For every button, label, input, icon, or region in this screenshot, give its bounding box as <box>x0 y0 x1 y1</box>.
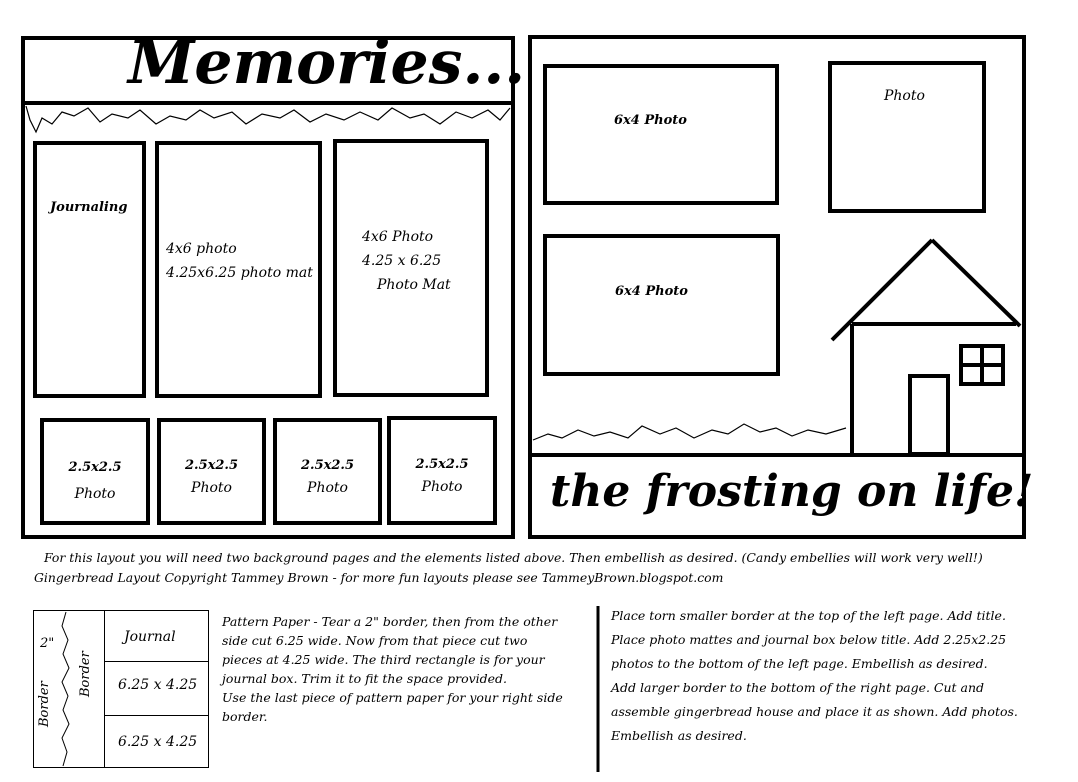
pattern-note-6: border. <box>222 709 268 724</box>
photo-piece-1-label: 6.25 x 4.25 <box>118 677 198 693</box>
photo-piece-2-label: 6.25 x 4.25 <box>118 734 198 750</box>
photo-mat-b-line2: 4.25 x 6.25 <box>362 253 442 269</box>
photo-mat-a-line1: 4x6 photo <box>166 241 237 257</box>
assembly-note-3: photos to the bottom of the left page. Embellish as desired. <box>611 656 988 671</box>
photo-mat-b-line1: 4x6 Photo <box>362 229 434 245</box>
small-photo-2-size: 2.5x2.5 <box>185 458 238 473</box>
assembly-note-6: Embellish as desired. <box>611 728 747 743</box>
gingerbread-house-icon <box>832 240 1020 456</box>
torn-border-bottom <box>533 424 846 440</box>
cut-diagram-hline-2 <box>104 715 209 716</box>
instructions-line-1: For this layout you will need two background pages and the elements listed above. Then embellish as desired. (Candy embellies will work very well!) <box>44 550 983 565</box>
landscape-photo-1-label: 6x4 Photo <box>614 113 687 128</box>
photo-mat-b-line3: Photo Mat <box>377 277 451 293</box>
pattern-note-1: Pattern Paper - Tear a 2" border, then from the other <box>222 614 558 629</box>
small-photo-1-label: Photo <box>74 486 116 502</box>
left-page-title: Memories... <box>128 28 526 98</box>
border-width-label: 2" <box>40 636 55 651</box>
pattern-note-5: Use the last piece of pattern paper for your right side <box>222 690 563 705</box>
instructions-line-2: Gingerbread Layout Copyright Tammey Brown - for more fun layouts please see TammeyBrown.blogspot.com <box>34 570 724 585</box>
torn-border-top <box>26 106 510 132</box>
small-photo-2-label: Photo <box>191 480 232 496</box>
cut-diagram-divider <box>104 610 105 768</box>
border-right-label: Border <box>78 651 93 697</box>
assembly-note-2: Place photo mattes and journal box below title. Add 2.25x2.25 <box>611 632 1007 647</box>
small-photo-4-label: Photo <box>421 479 463 495</box>
assembly-note-1: Place torn smaller border at the top of the left page. Add title. <box>611 608 1006 623</box>
square-photo-label: Photo <box>884 88 925 104</box>
border-left-label: Border <box>37 681 52 727</box>
assembly-note-4: Add larger border to the bottom of the right page. Cut and <box>611 680 985 695</box>
assembly-note-5: assemble gingerbread house and place it as shown. Add photos. <box>611 704 1018 719</box>
pattern-note-2: side cut 6.25 wide. Now from that piece cut two <box>222 633 528 648</box>
photo-mat-a-line2: 4.25x6.25 photo mat <box>166 265 313 281</box>
cut-diagram-hline-1 <box>104 661 209 662</box>
small-photo-3-size: 2.5x2.5 <box>301 458 354 473</box>
pattern-note-4: journal box. Trim it to fit the space provided. <box>222 671 508 686</box>
journaling-label: Journaling <box>50 200 128 215</box>
small-photo-1-size: 2.5x2.5 <box>68 460 122 475</box>
right-page-title: the frosting on life! <box>550 466 1034 517</box>
small-photo-3-label: Photo <box>307 480 348 496</box>
pattern-note-3: pieces at 4.25 wide. The third rectangle is for your <box>222 652 545 667</box>
landscape-photo-2-label: 6x4 Photo <box>615 284 688 299</box>
journal-piece-label: Journal <box>124 629 176 645</box>
small-photo-4-size: 2.5x2.5 <box>415 457 469 472</box>
